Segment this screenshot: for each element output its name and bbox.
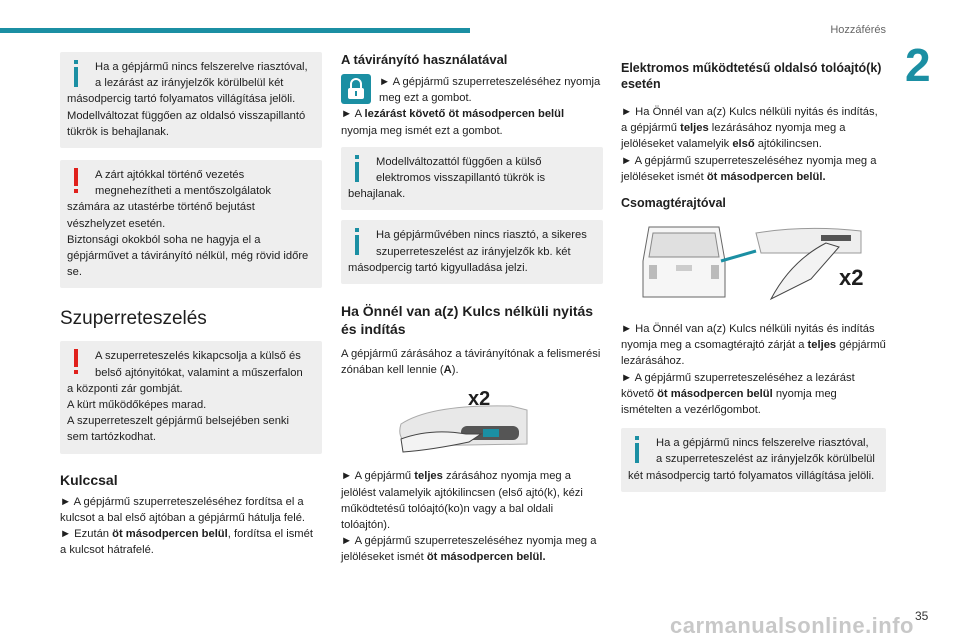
paragraph: ► A lezárást követő öt másodpercen belül nyomja meg ismét ezt a gombot. [341,108,565,137]
info-box: Ha a gépjármű nincs felszerelve riasztóval, a szuperreteszelést az irányjelzők körülbelül két másodpercig tartó folyamatos villágítása jelöli. [621,428,886,492]
paragraph: ► A gépjármű teljes zárásához nyomja meg a jelölést valamelyik ajtókilincsen (első ajtó(k), kézi működtetésű tolóajtó(ko)n vagy a bal oldali tolóajtón). [341,470,583,532]
press-twice-label: x2 [839,265,864,291]
section-title: Hozzáférés [830,24,886,36]
paragraph: ► A gépjármű szuperreteszeléséhez nyomja meg a jelöléseket ismét öt másodpercen belül. [341,535,597,564]
paragraph: ► Ezután öt másodpercen belül, fordítsa el ismét a kulcsot hátrafelé. [60,528,313,557]
paragraph: A gépjármű zárásához a távirányítónak a felismerési zónában kell lennie (A). [341,348,601,377]
paragraph: ► A gépjármű szuperreteszeléséhez a lezárást követő öt másodpercen belül nyomja meg ismételten a vezérlőgombot. [621,371,855,417]
info-box: Ha a gépjármű nincs felszerelve riasztóval, a lezárást az irányjelzők körülbelül két másodpercig tartó folyamatos villágítása jelöli. Modellváltozat függően az oldalsó visszapillantó tükrök is behajlanak. [60,52,322,148]
info-box: Ha gépjárművében nincs riasztó, a sikeres szuperreteszelést az irányjelzők kb. két másodpercig tartó kigyulladása jelzi. [341,220,603,284]
warning-icon [67,167,89,197]
watermark: carmanualsonline.info [670,613,914,638]
column-3 [621,52,886,492]
info-icon [67,59,89,89]
lock-button-icon [341,74,371,104]
subheading: Kulccsal [60,471,118,488]
warning-box: A szuperreteszelés kikapcsolja a külső és belső ajtónyitókat, valamint a műszerfalon a központi zár gombját. A kürt működőképes marad. A szuperreteszelt gépjármű belsejében senki sem tartózkodhat. [60,341,322,453]
door-handle-illustration [341,384,603,458]
paragraph: ► A gépjármű szuperreteszeléséhez nyomja meg a jelöléseket ismét öt másodpercen belül. [621,154,877,183]
info-icon [628,435,650,465]
warning-box: A zárt ajtókkal történő vezetés megnehezítheti a mentőszolgálatok számára az utastérbe történő bejutást vészhelyzet esetén. Biztonsági okokból soha ne hagyja el a gépjárművet a távirányító nélkül, még rövid időre se. [60,160,322,288]
warning-icon [67,348,89,378]
paragraph: ► Ha Önnél van a(z) Kulcs nélküli nyitás és indítás, a gépjármű teljes lezárásához nyomja meg a jelöléseket valamelyik első ajtókilincsen. [621,106,878,151]
tailgate-illustration [621,221,886,307]
paragraph: ► A gépjármű szuperreteszeléséhez fordítsa el a kulcsot a bal első ajtóban a gépjármű hátulja felé. [60,495,306,524]
info-icon [348,227,370,257]
info-icon [348,154,370,184]
subheading: A távirányító használatával [341,52,508,67]
subheading: Elektromos működtetésű oldalsó tolóajtó(k) esetén [621,61,882,91]
subheading: Ha Önnél van a(z) Kulcs nélküli nyitás és indítás [341,303,594,338]
page-number: 35 [915,609,929,623]
chapter-number: 2 [905,39,931,91]
press-twice-label: x2 [468,388,491,411]
header-bar [0,28,470,33]
subheading: Csomagtérajtóval [621,196,726,211]
paragraph: ► Ha Önnél van a(z) Kulcs nélküli nyitás és indítás nyomja meg a csomagtérajtó zárját a teljes gépjármű lezárásához. [621,323,886,368]
info-box: Modellváltozattól függően a külső elektromos visszapillantó tükrök is behajlanak. [341,147,603,211]
column-1 [60,52,322,558]
paragraph: ► A gépjármű szuperreteszeléséhez nyomja meg ezt a gombot. [379,76,601,105]
column-2 [341,52,603,566]
section-heading: Szuperreteszelés [60,308,207,330]
